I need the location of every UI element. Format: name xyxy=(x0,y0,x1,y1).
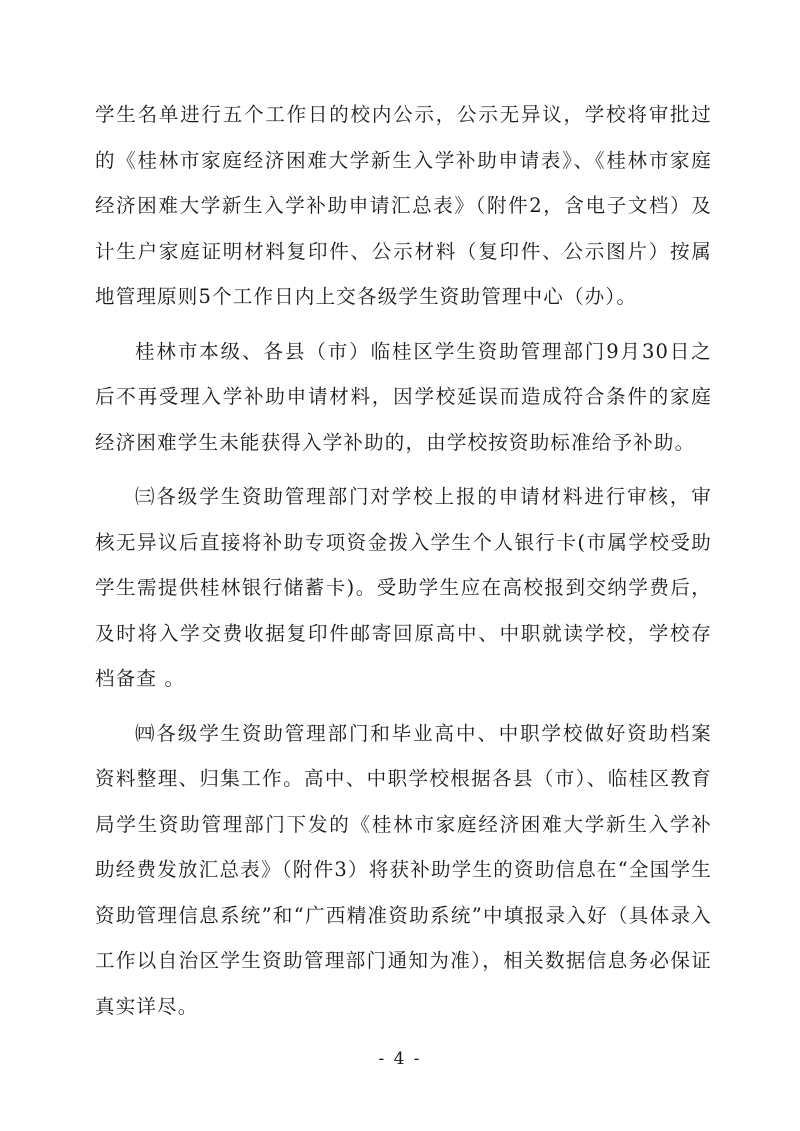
document-body xyxy=(95,92,712,1038)
page-number: - 4 - xyxy=(378,1049,422,1069)
paragraph-item-4: ㈣各级学生资助管理部门和毕业高中、中职学校做好资助档案资料整理、归集工作。高中、中职学校根据各县（市）、临桂区教育局学生资助管理部门下发的《桂林市家庭经济困难大学新生入学补助经费发放汇总表》（附件3）将获补助学生的资助信息在“全国学生资助管理信息系统”和“广西精准资助系统”中填报录入好（具体录入工作以自治区学生资助管理部门通知为准），相关数据信息务必保证真实详尽。 xyxy=(95,721,712,1018)
paragraph-deadline: 桂林市本级、各县（市）临桂区学生资助管理部门9月30日之后不再受理入学补助申请材料，因学校延误而造成符合条件的家庭经济困难学生未能获得入学补助的，由学校按资助标准给予补助。 xyxy=(95,339,712,454)
paragraph-item-3: ㈢各级学生资助管理部门对学校上报的申请材料进行审核，审核无异议后直接将补助专项资金拨入学生个人银行卡(市属学校受助学生需提供桂林银行储蓄卡)。受助学生应在高校报到交纳学费后，及时将入学交费收据复印件邮寄回原高中、中职就读学校，学校存档备查 。 xyxy=(95,485,712,690)
paragraph-continuation: 学生名单进行五个工作日的校内公示，公示无异议，学校将审批过的《桂林市家庭经济困难大学新生入学补助申请表》、《桂林市家庭经济困难大学新生入学补助申请汇总表》（附件2，含电子文档）及计生户家庭证明材料复印件、公示材料（复印件、公示图片）按属地管理原则5个工作日内上交各级学生资助管理中心（办）。 xyxy=(95,103,712,308)
